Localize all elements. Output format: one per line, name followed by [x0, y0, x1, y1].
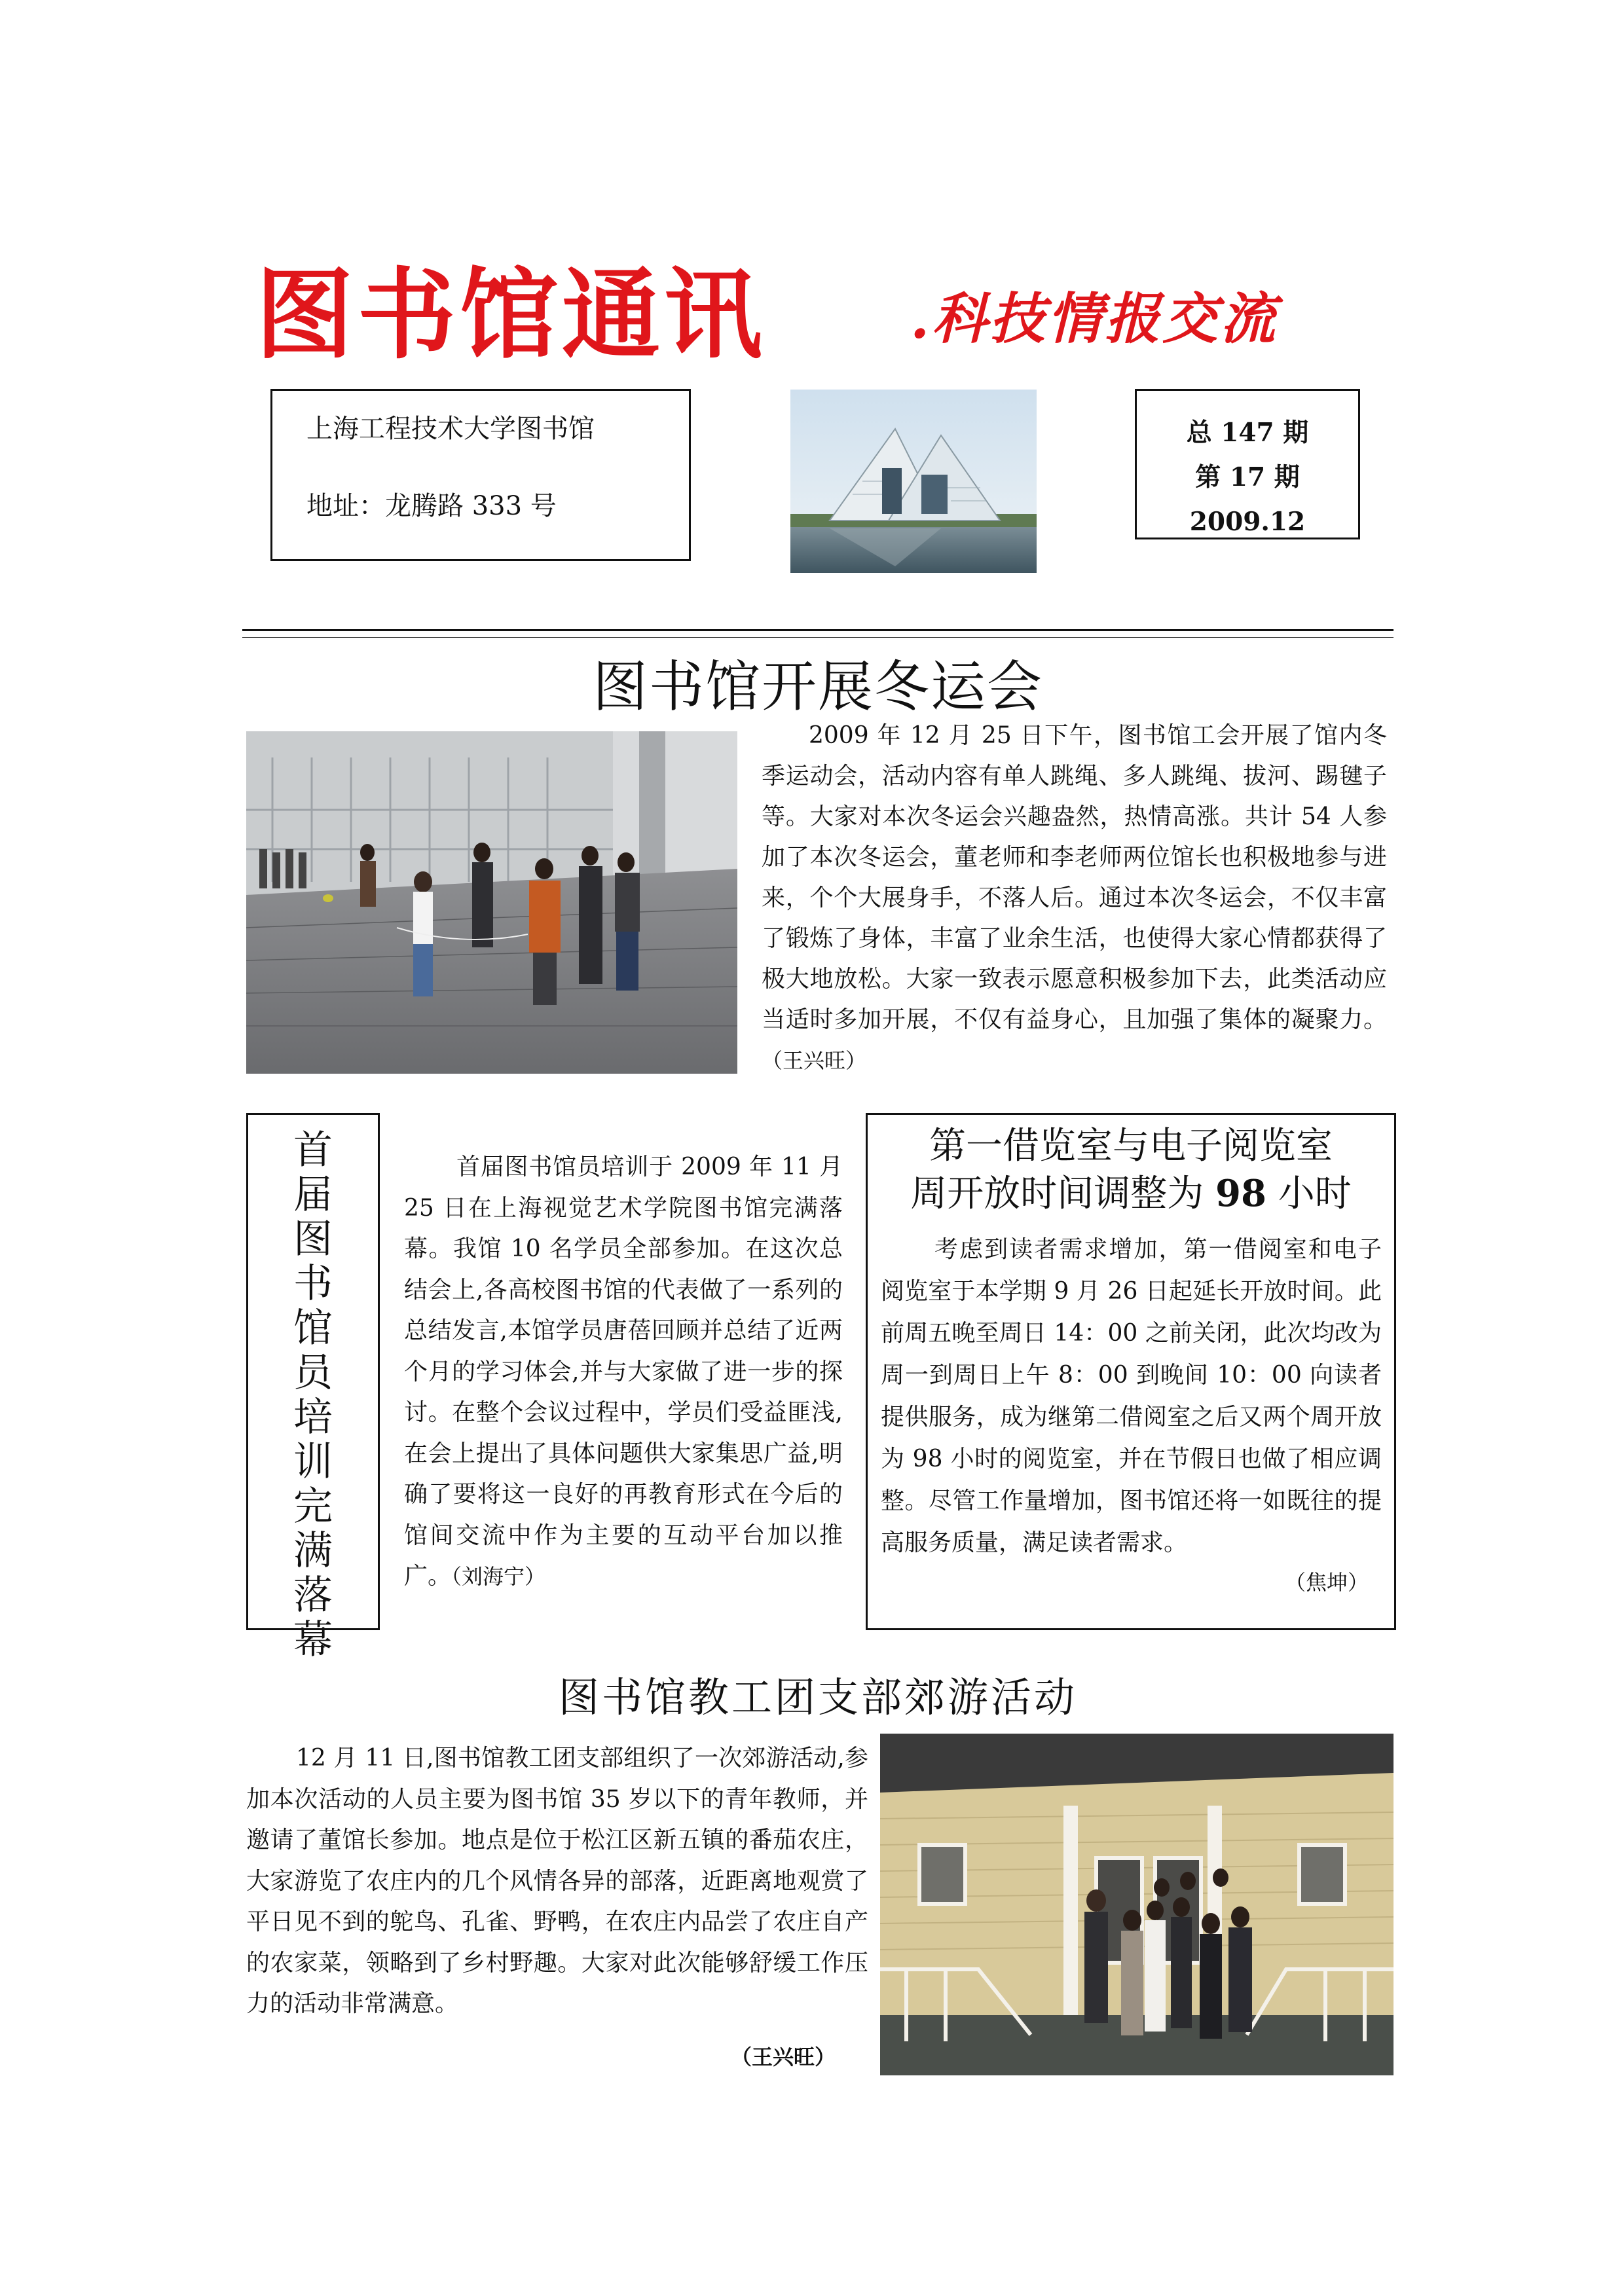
training-byline: （刘海宁）: [451, 1564, 546, 1589]
reading-room-byline: （焦坤）: [1284, 1570, 1369, 1595]
outing-byline: （王兴旺）: [730, 2045, 836, 2069]
winter-games-photo: [246, 731, 737, 1074]
library-name: 上海工程技术大学图书馆: [306, 414, 595, 444]
reading-room-headline-line1: 第一借览室与电子阅览室: [929, 1125, 1333, 1167]
training-body: 首届图书馆员培训于 2009 年 11 月 25 日在上海视觉艺术学院图书馆完满落幕。我馆 10 名学员全部参加。在这次总结会上,各高校图书馆的代表做了一系列的总结发言,本馆学员唐蓓回顾并总结了近两个月的学习体会,并与大家做了进一步的探讨。在整个会议过程中，学员们受益匪浅,在会上提出了具体问题供大家集思广益,明确了要将这一良好的再教育形式在今后的馆间交流中作为主要的互动平台加以推广。（刘海宁）: [404, 1154, 843, 1590]
winter-games-body: 2009 年 12 月 25 日下午，图书馆工会开展了馆内冬季运动会，活动内容有单人跳绳、多人跳绳、拔河、踢毽子等。大家对本次冬运会兴趣盎然，热情高涨。共计 54 人参加了本次冬运会，董老师和李老师两位馆长也积极地参与进来，个个大展身手，不落人后。通过本次冬运会，不仅丰富了锻炼了身体，丰富了业余生活，也使得大家心情都获得了极大地放松。大家一致表示愿意积极参加下去，此类活动应当适时多加开展，不仅有益身心，且加强了集体的凝聚力。（王兴旺）: [762, 722, 1387, 1073]
issue-number: 第 17 期: [1195, 462, 1300, 492]
library-info-box: [270, 389, 691, 561]
training-title-box: [246, 1113, 380, 1663]
issue-total: 总 147 期: [1186, 418, 1309, 448]
header-divider-thin: [242, 637, 1393, 638]
winter-games-byline: （王兴旺）: [762, 1048, 867, 1073]
reading-room-headline: [866, 1123, 1396, 1218]
outing-headline: 图书馆教工团支部郊游活动: [558, 1673, 1077, 1721]
library-address: 地址：龙腾路 333 号: [306, 491, 557, 521]
issue-info-box: [1135, 389, 1360, 539]
newsletter-title: 图书馆通讯: [255, 259, 767, 373]
reading-room-body: 考虑到读者需求增加，第一借阅室和电子阅览室于本学期 9 月 26 日起延长开放时间。此前周五晚至周日 14：00 之前关闭，此次均改为周一到周日上午 8：00 到晚间 10：00 向读者提供服务，成为继第二借阅室之后又两个周开放为 98 小时的阅览室，并在节假日也做了相应调整。尽管工作量增加，图书馆还将一如既往的提高服务质量，满足读者需求。: [881, 1236, 1382, 1556]
issue-date: 2009.12: [1189, 507, 1306, 537]
newsletter-subtitle: .科技情报交流: [910, 286, 1278, 351]
outing-body: 12 月 11 日,图书馆教工团支部组织了一次郊游活动,参加本次活动的人员主要为图书馆 35 岁以下的青年教师，并邀请了董馆长参加。地点是位于松江区新五镇的番茄农庄，大家游览了农庄内的几个风情各异的部落，近距离地观赏了平日见不到的鸵鸟、孔雀、野鸭，在农庄内品尝了农庄自产的农家菜，领略到了乡村野趣。大家对此次能够舒缓工作压力的活动非常满意。: [246, 1745, 868, 2017]
training-headline: 首届图书馆员培训完满落幕: [293, 1127, 333, 1663]
header-divider-thick: [242, 629, 1393, 631]
outing-group-photo: [880, 1734, 1393, 2075]
reading-room-headline-line2: 周开放时间调整为 98 小时: [910, 1172, 1352, 1215]
winter-games-headline: 图书馆开展冬运会: [592, 655, 1043, 719]
library-building-photo: [790, 390, 1037, 573]
